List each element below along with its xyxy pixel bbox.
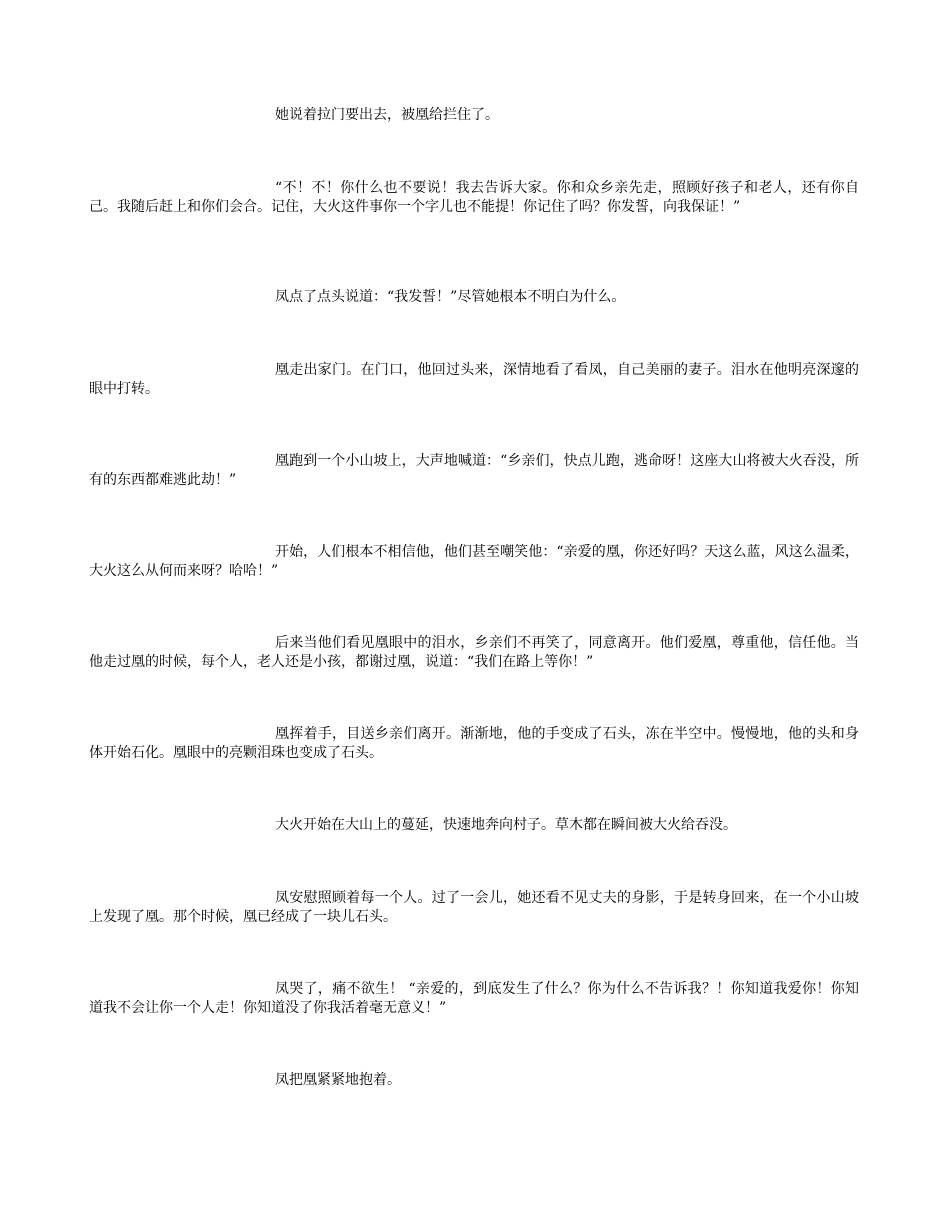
paragraph: 凤哭了，痛不欲生！ “亲爱的，到底发生了什么？你为什么不告诉我？！你知道我爱你！你知道我不会让你一个人走！你知道没了你我活着毫无意义！” bbox=[89, 981, 859, 1016]
paragraph: 凤安慰照顾着每一个人。过了一会儿，她还看不见丈夫的身影，于是转身回来，在一个小山坡上发现了凰。那个时候，凰已经成了一块儿石头。 bbox=[89, 890, 859, 925]
paragraph: 开始，人们根本不相信他，他们甚至嘲笑他：“亲爱的凰，你还好吗？天这么蓝，风这么温柔，大火这么从何而来呀？哈哈！” bbox=[89, 544, 859, 579]
paragraph: 后来当他们看见凰眼中的泪水，乡亲们不再笑了，同意离开。他们爱凰，尊重他，信任他。当他走过凰的时候，每个人，老人还是小孩，都谢过凰，说道：“我们在路上等你！” bbox=[89, 635, 859, 670]
paragraph: 凤点了点头说道：“我发誓！”尽管她根本不明白为什么。 bbox=[275, 289, 626, 305]
paragraph: 大火开始在大山上的蔓延，快速地奔向村子。草木都在瞬间被大火给吞没。 bbox=[275, 817, 737, 833]
paragraph: 凤把凰紧紧地抱着。 bbox=[275, 1072, 401, 1088]
paragraph: 凰跑到一个小山坡上，大声地喊道：“乡亲们，快点儿跑，逃命呀！这座大山将被大火吞没，所有的东西都难逃此劫！” bbox=[89, 453, 859, 488]
paragraph: “不！不！你什么也不要说！我去告诉大家。你和众乡亲先走，照顾好孩子和老人，还有你自己。我随后赶上和你们会合。记住，大火这件事你一个字儿也不能提！你记住了吗？你发誓，向我保证！” bbox=[89, 180, 859, 215]
paragraph: 凰走出家门。在门口，他回过头来，深情地看了看凤，自己美丽的妻子。泪水在他明亮深邃的眼中打转。 bbox=[89, 362, 859, 397]
paragraph: 凰挥着手，目送乡亲们离开。渐渐地，他的手变成了石头，冻在半空中。慢慢地，他的头和身体开始石化。凰眼中的亮颗泪珠也变成了石头。 bbox=[89, 726, 859, 761]
paragraph: 她说着拉门要出去，被凰给拦住了。 bbox=[275, 107, 499, 123]
